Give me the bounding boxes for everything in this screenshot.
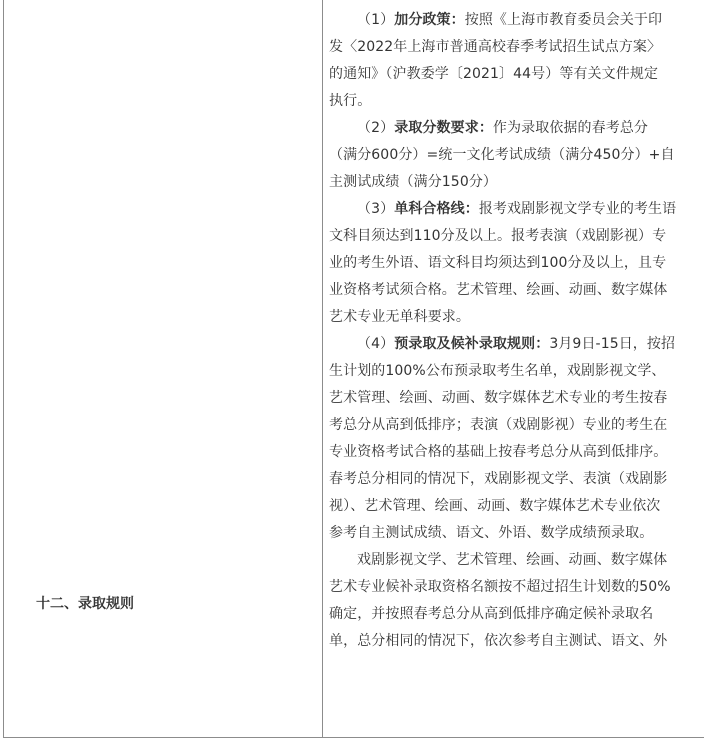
paragraph-first-line: 戏剧影视文学、艺术管理、绘画、动画、数字媒体 xyxy=(329,547,697,574)
paragraph-line: 生计划的100%公布预录取考生名单，戏剧影视文学、 xyxy=(329,358,697,385)
item-number: （3） xyxy=(357,201,394,217)
paragraph-line: 艺术专业无单科要求。 xyxy=(329,304,697,331)
paragraph-line: 视）、艺术管理、绘画、动画、数字媒体艺术专业依次 xyxy=(329,493,697,520)
item-number: （2） xyxy=(357,120,394,136)
paragraph-text: 报考戏剧影视文学专业的考生语 xyxy=(479,201,676,217)
table-row xyxy=(4,0,704,738)
rule-paragraph-pre-admission xyxy=(329,331,697,547)
row-content-cell xyxy=(323,0,704,738)
paragraph-first-line xyxy=(329,196,697,223)
paragraph-line: 确定，并按照春考总分从高到低排序确定候补录取名 xyxy=(329,601,697,628)
rule-heading: 预录取及候补录取规则： xyxy=(394,336,549,352)
rule-heading: 单科合格线： xyxy=(394,201,479,217)
paragraph-first-line xyxy=(329,331,697,358)
paragraph-first-line xyxy=(329,115,697,142)
paragraph-line: 艺术专业候补录取资格名额按不超过招生计划数的50% xyxy=(329,574,697,601)
paragraph-line: 专业资格考试合格的基础上按春考总分从高到低排序。 xyxy=(329,439,697,466)
paragraph-line: 发〈2022年上海市普通高校春季考试招生试点方案〉 xyxy=(329,34,697,61)
item-number: （1） xyxy=(357,12,394,28)
row-label: 十二、录取规则 xyxy=(36,594,134,614)
admission-rules-table xyxy=(3,0,704,738)
rule-paragraph-single-subject-threshold xyxy=(329,196,697,331)
rules-content xyxy=(329,7,697,655)
row-label-cell xyxy=(4,0,323,738)
paragraph-first-line xyxy=(329,7,697,34)
paragraph-line: 考总分从高到低排序；表演（戏剧影视）专业的考生在 xyxy=(329,412,697,439)
rule-heading: 录取分数要求： xyxy=(394,120,493,136)
paragraph-line: 执行。 xyxy=(329,88,697,115)
paragraph-text: 作为录取依据的春考总分 xyxy=(493,120,648,136)
paragraph-line: 单，总分相同的情况下，依次参考自主测试、语文、外 xyxy=(329,628,697,655)
item-number: （4） xyxy=(357,336,394,352)
paragraph-line: 春考总分相同的情况下，戏剧影视文学、表演（戏剧影 xyxy=(329,466,697,493)
paragraph-line: 业的考生外语、语文科目均须达到100分及以上，且专 xyxy=(329,250,697,277)
rule-paragraph-score-requirement xyxy=(329,115,697,196)
paragraph-line: 主测试成绩（满分150分） xyxy=(329,169,697,196)
rule-paragraph-bonus-policy xyxy=(329,7,697,115)
paragraph-text: 3月9日-15日，按招 xyxy=(549,336,675,352)
paragraph-line: 艺术管理、绘画、动画、数字媒体艺术专业的考生按春 xyxy=(329,385,697,412)
paragraph-line: （满分600分）=统一文化考试成绩（满分450分）+自 xyxy=(329,142,697,169)
paragraph-line: 参考自主测试成绩、语文、外语、数学成绩预录取。 xyxy=(329,520,697,547)
rule-paragraph-waitlist xyxy=(329,547,697,655)
paragraph-line: 的通知》（沪教委学〔2021〕44号）等有关文件规定 xyxy=(329,61,697,88)
paragraph-line: 业资格考试须合格。艺术管理、绘画、动画、数字媒体 xyxy=(329,277,697,304)
paragraph-text: 按照《上海市教育委员会关于印 xyxy=(465,12,662,28)
rule-heading: 加分政策： xyxy=(394,12,465,28)
paragraph-line: 文科目须达到110分及以上。报考表演（戏剧影视）专 xyxy=(329,223,697,250)
